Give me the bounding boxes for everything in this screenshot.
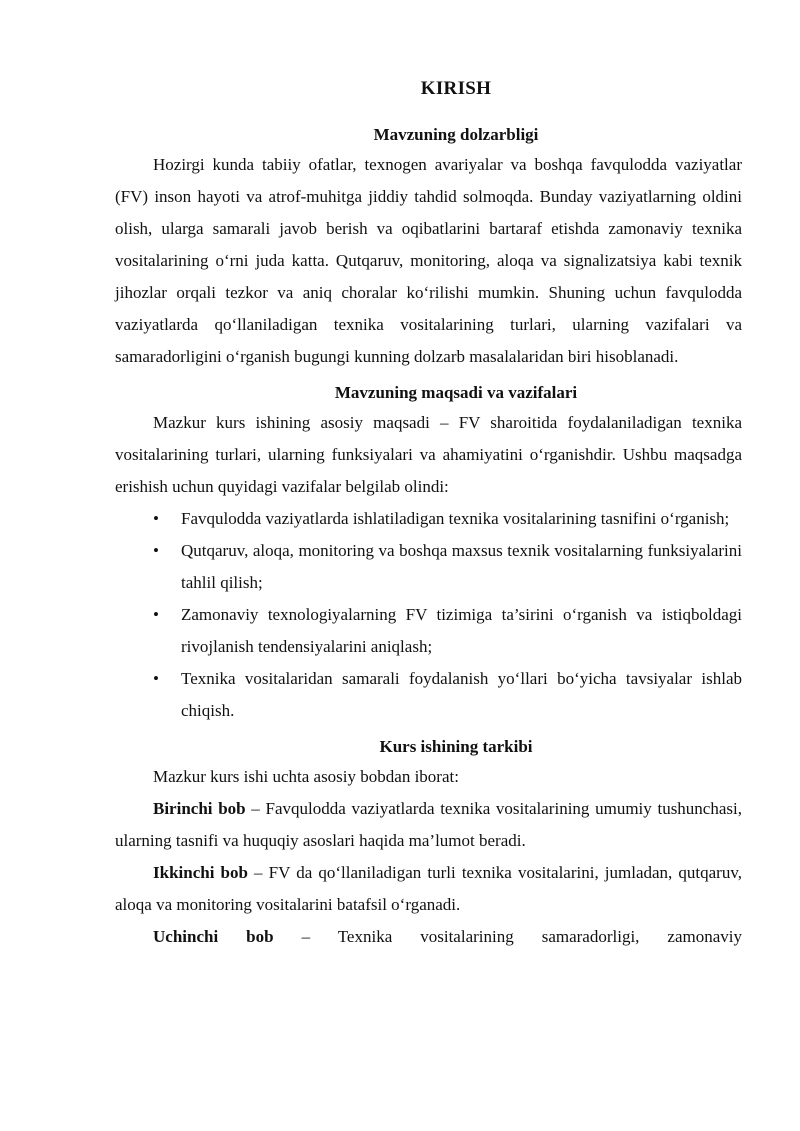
bullet-icon: • [153,669,159,688]
relevance-paragraph: Hozirgi kunda tabiiy ofatlar, texnogen avariyalar va boshqa favqulodda vaziyatlar (FV) inson hayoti va atrof-muhitga jiddiy tahdid solmoqda. Bunday vaziyatlarning oldini olish, ularga samarali javob berish va oqibatlarini bartaraf etishda zamonaviy texnika vositalarining o‘rni juda katta. Qutqaruv, monitoring, aloqa va signalizatsiya kabi texnik jihozlar orqali tezkor va aniq choralar ko‘rilishi mumkin. Shuning uchun favqulodda vaziyatlarda qo‘llaniladigan texnika vositalarining turlari, ularning vazifalari va samaradorligini o‘rganish bugungi kunning dolzarb masalalaridan biri hisoblanadi. [115,155,742,366]
bullet-icon: • [153,509,159,528]
section-heading-relevance: Mavzuning dolzarbligi [373,125,539,144]
chapter-text: – Favqulodda vaziyatlarda texnika vositalarining umumiy tushunchasi, ularning tasnifi va huquqiy asoslari haqida ma’lumot beradi. [115,799,742,850]
list-item [153,503,742,535]
list-item [153,599,742,663]
chapter-label: Uchinchi bob [153,927,274,946]
list-item [153,535,742,599]
task-text: Qutqaruv, aloqa, monitoring va boshqa maxsus texnik vositalarning funksiyalarini tahlil qilish; [181,541,742,592]
chapter-label: Birinchi bob [153,799,246,818]
bullet-icon: • [153,605,159,624]
structure-intro: Mazkur kurs ishi uchta asosiy bobdan iborat: [153,767,459,786]
chapter-label: Ikkinchi bob [153,863,248,882]
task-text: Zamonaviy texnologiyalarning FV tizimiga ta’sirini o‘rganish va istiqboldagi rivojlanish tendensiyalarini aniqlash; [181,605,742,656]
section-heading-structure: Kurs ishining tarkibi [379,737,533,756]
goals-paragraph: Mazkur kurs ishining asosiy maqsadi – FV sharoitida foydalaniladigan texnika vositalarining turlari, ularning funksiyalari va ahamiyatini o‘rganishdir. Ushbu maqsadga erishish uchun quyidagi vazifalar belgilab olindi: [115,413,742,496]
task-text: Texnika vositalaridan samarali foydalanish yo‘llari bo‘yicha tavsiyalar ishlab chiqish. [181,669,742,720]
tasks-list [115,503,742,727]
chapter-paragraph [115,857,742,921]
list-item [153,663,742,727]
task-text: Favqulodda vaziyatlarda ishlatiladigan texnika vositalarining tasnifini o‘rganish; [181,509,730,528]
bullet-icon: • [153,541,159,560]
chapter-text: – Texnika vositalarining samaradorligi, zamonaviy [273,927,742,946]
chapter-paragraph [115,921,742,953]
chapter-paragraph [115,793,742,857]
section-heading-goals: Mavzuning maqsadi va vazifalari [334,383,578,402]
page-title: KIRISH [420,78,492,99]
chapter-text: – FV da qo‘llaniladigan turli texnika vositalarini, jumladan, qutqaruv, aloqa va monitoring vositalarini batafsil o‘rganadi. [115,863,742,914]
